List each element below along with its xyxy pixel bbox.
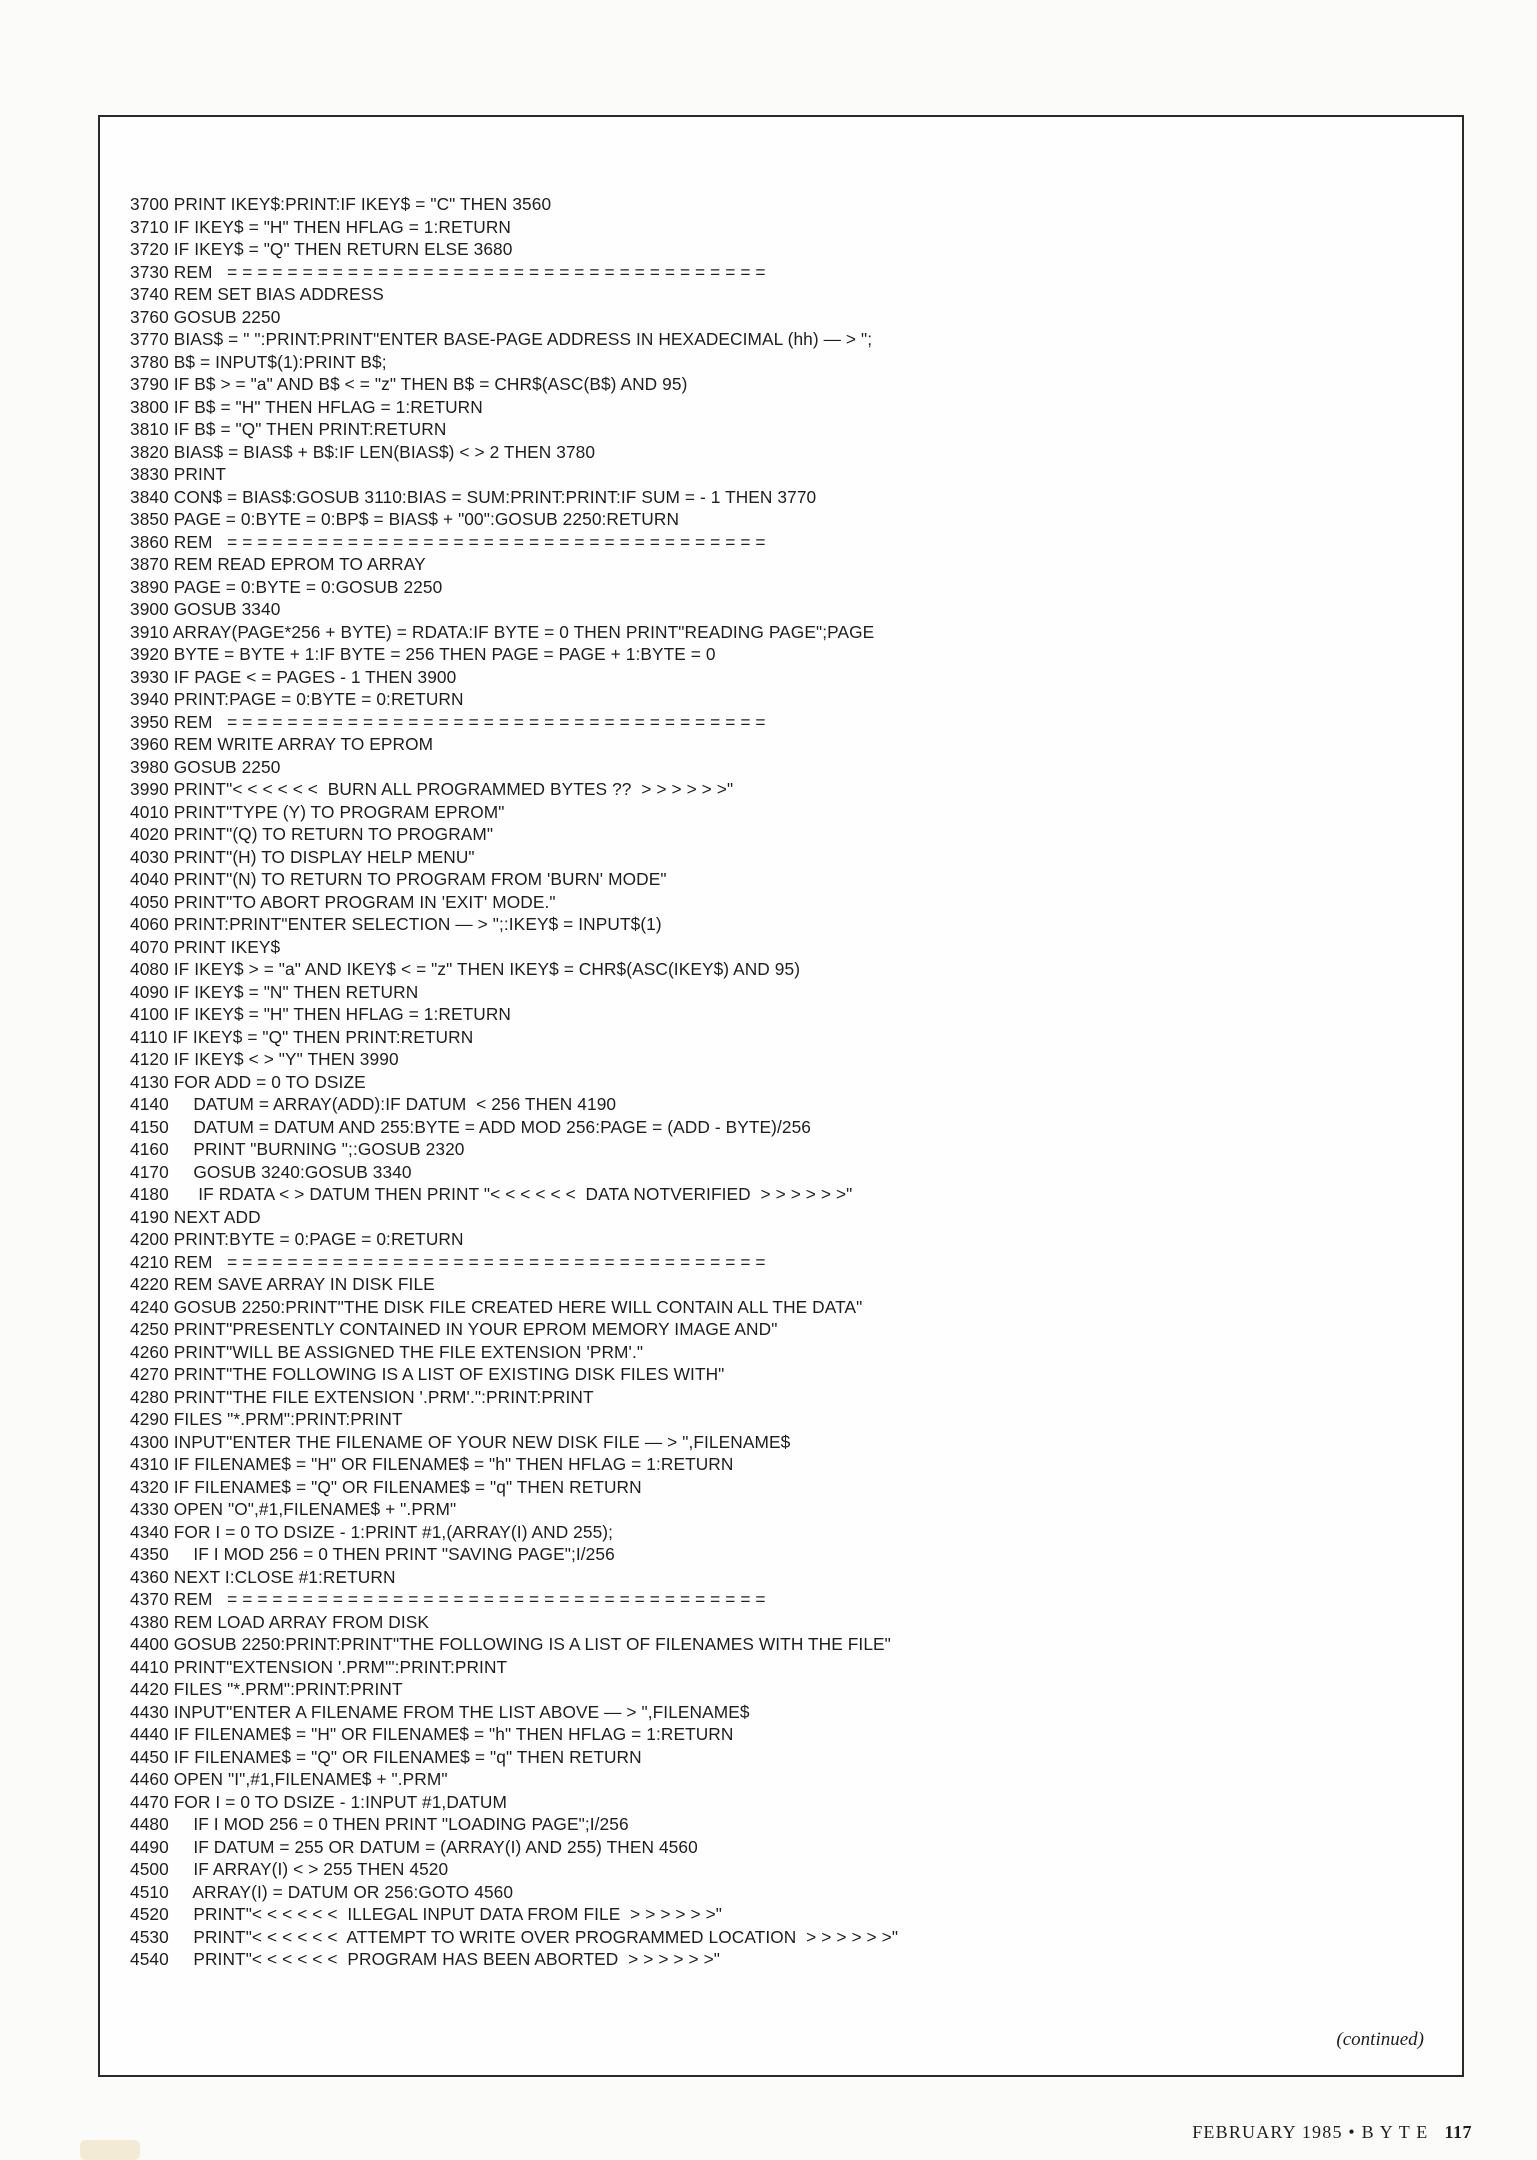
code-line: 4110 IF IKEY$ = "Q" THEN PRINT:RETURN xyxy=(130,1026,474,1047)
code-line: 4030 PRINT"(H) TO DISPLAY HELP MENU" xyxy=(130,846,475,867)
code-line: 3800 IF B$ = "H" THEN HFLAG = 1:RETURN xyxy=(130,396,483,417)
code-line: 4420 FILES "*.PRM":PRINT:PRINT xyxy=(130,1679,403,1699)
code-line: 4160 PRINT "BURNING ";:GOSUB 2320 xyxy=(130,1139,465,1159)
code-line: 4330 OPEN "O",#1,FILENAME$ + ".PRM" xyxy=(130,1499,457,1519)
code-line: 4220 REM SAVE ARRAY IN DISK FILE xyxy=(130,1274,435,1294)
code-line: 3870 REM READ EPROM TO ARRAY xyxy=(130,554,426,574)
code-line: 4360 NEXT I:CLOSE #1:RETURN xyxy=(130,1566,396,1587)
code-line: 3700 PRINT IKEY$:PRINT:IF IKEY$ = "C" THEN 3560 xyxy=(130,194,552,214)
code-line: 3780 B$ = INPUT$(1):PRINT B$; xyxy=(130,351,387,372)
code-line: 3900 GOSUB 3340 xyxy=(130,599,281,619)
code-line: 4100 IF IKEY$ = "H" THEN HFLAG = 1:RETURN xyxy=(130,1004,511,1024)
code-line: 4380 REM LOAD ARRAY FROM DISK xyxy=(130,1611,430,1632)
code-line: 4540 PRINT"< < < < < < PROGRAM HAS BEEN ABORTED > > > > > >" xyxy=(130,1949,721,1969)
code-line: 3990 PRINT"< < < < < < BURN ALL PROGRAMMED BYTES ?? > > > > > >" xyxy=(130,779,734,799)
code-line: 3850 PAGE = 0:BYTE = 0:BP$ = BIAS$ + "00":GOSUB 2250:RETURN xyxy=(130,509,680,529)
code-line: 4520 PRINT"< < < < < < ILLEGAL INPUT DATA FROM FILE > > > > > >" xyxy=(130,1904,723,1924)
code-line: 4040 PRINT"(N) TO RETURN TO PROGRAM FROM 'BURN' MODE" xyxy=(130,869,667,889)
code-line: 3860 REM = = = = = = = = = = = = = = = = = = = = = = = = = = = = = = = = = = = = xyxy=(130,531,766,552)
code-line: 4140 DATUM = ARRAY(ADD):IF DATUM < 256 THEN 4190 xyxy=(130,1094,617,1114)
code-line: 3940 PRINT:PAGE = 0:BYTE = 0:RETURN xyxy=(130,689,464,709)
code-line: 3740 REM SET BIAS ADDRESS xyxy=(130,284,384,304)
code-line: 4210 REM = = = = = = = = = = = = = = = = = = = = = = = = = = = = = = = = = = = = xyxy=(130,1251,766,1272)
code-line: 4010 PRINT"TYPE (Y) TO PROGRAM EPROM" xyxy=(130,801,505,822)
code-line: 4170 GOSUB 3240:GOSUB 3340 xyxy=(130,1161,412,1182)
code-line: 4340 FOR I = 0 TO DSIZE - 1:PRINT #1,(ARRAY(I) AND 255); xyxy=(130,1521,614,1542)
code-line: 4060 PRINT:PRINT"ENTER SELECTION — > ";:IKEY$ = INPUT$(1) xyxy=(130,914,662,934)
code-line: 3760 GOSUB 2250 xyxy=(130,306,281,327)
code-line: 4130 FOR ADD = 0 TO DSIZE xyxy=(130,1071,366,1092)
code-line: 4310 IF FILENAME$ = "H" OR FILENAME$ = "h" THEN HFLAG = 1:RETURN xyxy=(130,1454,734,1474)
code-line: 4250 PRINT"PRESENTLY CONTAINED IN YOUR EPROM MEMORY IMAGE AND" xyxy=(130,1319,778,1339)
code-line: 3980 GOSUB 2250 xyxy=(130,756,281,777)
basic-code-listing xyxy=(130,193,1450,1971)
code-line: 4260 PRINT"WILL BE ASSIGNED THE FILE EXTENSION 'PRM'." xyxy=(130,1341,644,1362)
code-line: 3910 ARRAY(PAGE*256 + BYTE) = RDATA:IF BYTE = 0 THEN PRINT"READING PAGE";PAGE xyxy=(130,621,875,642)
code-line: 4400 GOSUB 2250:PRINT:PRINT"THE FOLLOWING IS A LIST OF FILENAMES WITH THE FILE" xyxy=(130,1634,891,1654)
code-line: 4450 IF FILENAME$ = "Q" OR FILENAME$ = "q" THEN RETURN xyxy=(130,1746,642,1767)
listing-box xyxy=(98,115,1464,2077)
code-line: 3770 BIAS$ = " ":PRINT:PRINT"ENTER BASE-PAGE ADDRESS IN HEXADECIMAL (hh) — > "; xyxy=(130,329,873,349)
code-line: 4350 IF I MOD 256 = 0 THEN PRINT "SAVING PAGE";I/256 xyxy=(130,1544,615,1564)
code-line: 4490 IF DATUM = 255 OR DATUM = (ARRAY(I) AND 255) THEN 4560 xyxy=(130,1836,698,1857)
code-line: 3890 PAGE = 0:BYTE = 0:GOSUB 2250 xyxy=(130,576,443,597)
code-line: 4090 IF IKEY$ = "N" THEN RETURN xyxy=(130,981,419,1002)
code-line: 4530 PRINT"< < < < < < ATTEMPT TO WRITE OVER PROGRAMMED LOCATION > > > > > >" xyxy=(130,1926,899,1947)
code-line: 3960 REM WRITE ARRAY TO EPROM xyxy=(130,734,434,754)
code-line: 4300 INPUT"ENTER THE FILENAME OF YOUR NEW DISK FILE — > ",FILENAME$ xyxy=(130,1431,791,1452)
code-line: 3830 PRINT xyxy=(130,464,227,484)
code-line: 3920 BYTE = BYTE + 1:IF BYTE = 256 THEN PAGE = PAGE + 1:BYTE = 0 xyxy=(130,644,716,664)
code-line: 4200 PRINT:BYTE = 0:PAGE = 0:RETURN xyxy=(130,1229,464,1249)
code-line: 4190 NEXT ADD xyxy=(130,1206,261,1227)
code-line: 4470 FOR I = 0 TO DSIZE - 1:INPUT #1,DATUM xyxy=(130,1791,507,1812)
code-line: 3840 CON$ = BIAS$:GOSUB 3110:BIAS = SUM:PRINT:PRINT:IF SUM = - 1 THEN 3770 xyxy=(130,486,817,507)
code-line: 3730 REM = = = = = = = = = = = = = = = = = = = = = = = = = = = = = = = = = = = = xyxy=(130,261,766,282)
code-line: 4020 PRINT"(Q) TO RETURN TO PROGRAM" xyxy=(130,824,494,844)
code-line: 3950 REM = = = = = = = = = = = = = = = = = = = = = = = = = = = = = = = = = = = = xyxy=(130,711,766,732)
code-line: 4180 IF RDATA < > DATUM THEN PRINT "< < < < < < DATA NOTVERIFIED > > > > > >" xyxy=(130,1184,853,1204)
page-number: 117 xyxy=(1444,2122,1472,2142)
code-line: 4290 FILES "*.PRM":PRINT:PRINT xyxy=(130,1409,403,1429)
code-line: 4370 REM = = = = = = = = = = = = = = = = = = = = = = = = = = = = = = = = = = = = xyxy=(130,1589,766,1609)
code-line: 4410 PRINT"EXTENSION '.PRM'":PRINT:PRINT xyxy=(130,1656,508,1677)
code-line: 4120 IF IKEY$ < > "Y" THEN 3990 xyxy=(130,1049,399,1069)
code-line: 3930 IF PAGE < = PAGES - 1 THEN 3900 xyxy=(130,666,457,687)
code-line: 4440 IF FILENAME$ = "H" OR FILENAME$ = "h" THEN HFLAG = 1:RETURN xyxy=(130,1724,734,1744)
code-line: 4270 PRINT"THE FOLLOWING IS A LIST OF EXISTING DISK FILES WITH" xyxy=(130,1364,725,1384)
code-line: 4510 ARRAY(I) = DATUM OR 256:GOTO 4560 xyxy=(130,1881,514,1902)
issue-label: FEBRUARY 1985 • B Y T E xyxy=(1192,2122,1429,2142)
code-line: 4280 PRINT"THE FILE EXTENSION '.PRM'.":PRINT:PRINT xyxy=(130,1386,594,1407)
code-line: 3710 IF IKEY$ = "H" THEN HFLAG = 1:RETURN xyxy=(130,216,511,237)
code-line: 4480 IF I MOD 256 = 0 THEN PRINT "LOADING PAGE";I/256 xyxy=(130,1814,629,1834)
code-line: 3810 IF B$ = "Q" THEN PRINT:RETURN xyxy=(130,419,447,439)
code-line: 4150 DATUM = DATUM AND 255:BYTE = ADD MOD 256:PAGE = (ADD - BYTE)/256 xyxy=(130,1116,811,1137)
code-line: 4070 PRINT IKEY$ xyxy=(130,936,281,957)
code-line: 4050 PRINT"TO ABORT PROGRAM IN 'EXIT' MODE." xyxy=(130,891,556,912)
code-line: 3720 IF IKEY$ = "Q" THEN RETURN ELSE 3680 xyxy=(130,239,513,259)
code-line: 3790 IF B$ > = "a" AND B$ < = "z" THEN B$ = CHR$(ASC(B$) AND 95) xyxy=(130,374,688,394)
code-line: 4320 IF FILENAME$ = "Q" OR FILENAME$ = "q" THEN RETURN xyxy=(130,1476,642,1497)
page-footer xyxy=(1192,2122,1472,2143)
page-smudge xyxy=(80,2140,140,2160)
continued-note: (continued) xyxy=(1336,2029,1424,2050)
code-line: 3820 BIAS$ = BIAS$ + B$:IF LEN(BIAS$) < > 2 THEN 3780 xyxy=(130,441,596,462)
code-line: 4430 INPUT"ENTER A FILENAME FROM THE LIST ABOVE — > ",FILENAME$ xyxy=(130,1701,750,1722)
code-line: 4500 IF ARRAY(I) < > 255 THEN 4520 xyxy=(130,1859,449,1879)
code-line: 4080 IF IKEY$ > = "a" AND IKEY$ < = "z" THEN IKEY$ = CHR$(ASC(IKEY$) AND 95) xyxy=(130,959,801,979)
code-line: 4240 GOSUB 2250:PRINT"THE DISK FILE CREATED HERE WILL CONTAIN ALL THE DATA" xyxy=(130,1296,863,1317)
code-line: 4460 OPEN "I",#1,FILENAME$ + ".PRM" xyxy=(130,1769,448,1789)
